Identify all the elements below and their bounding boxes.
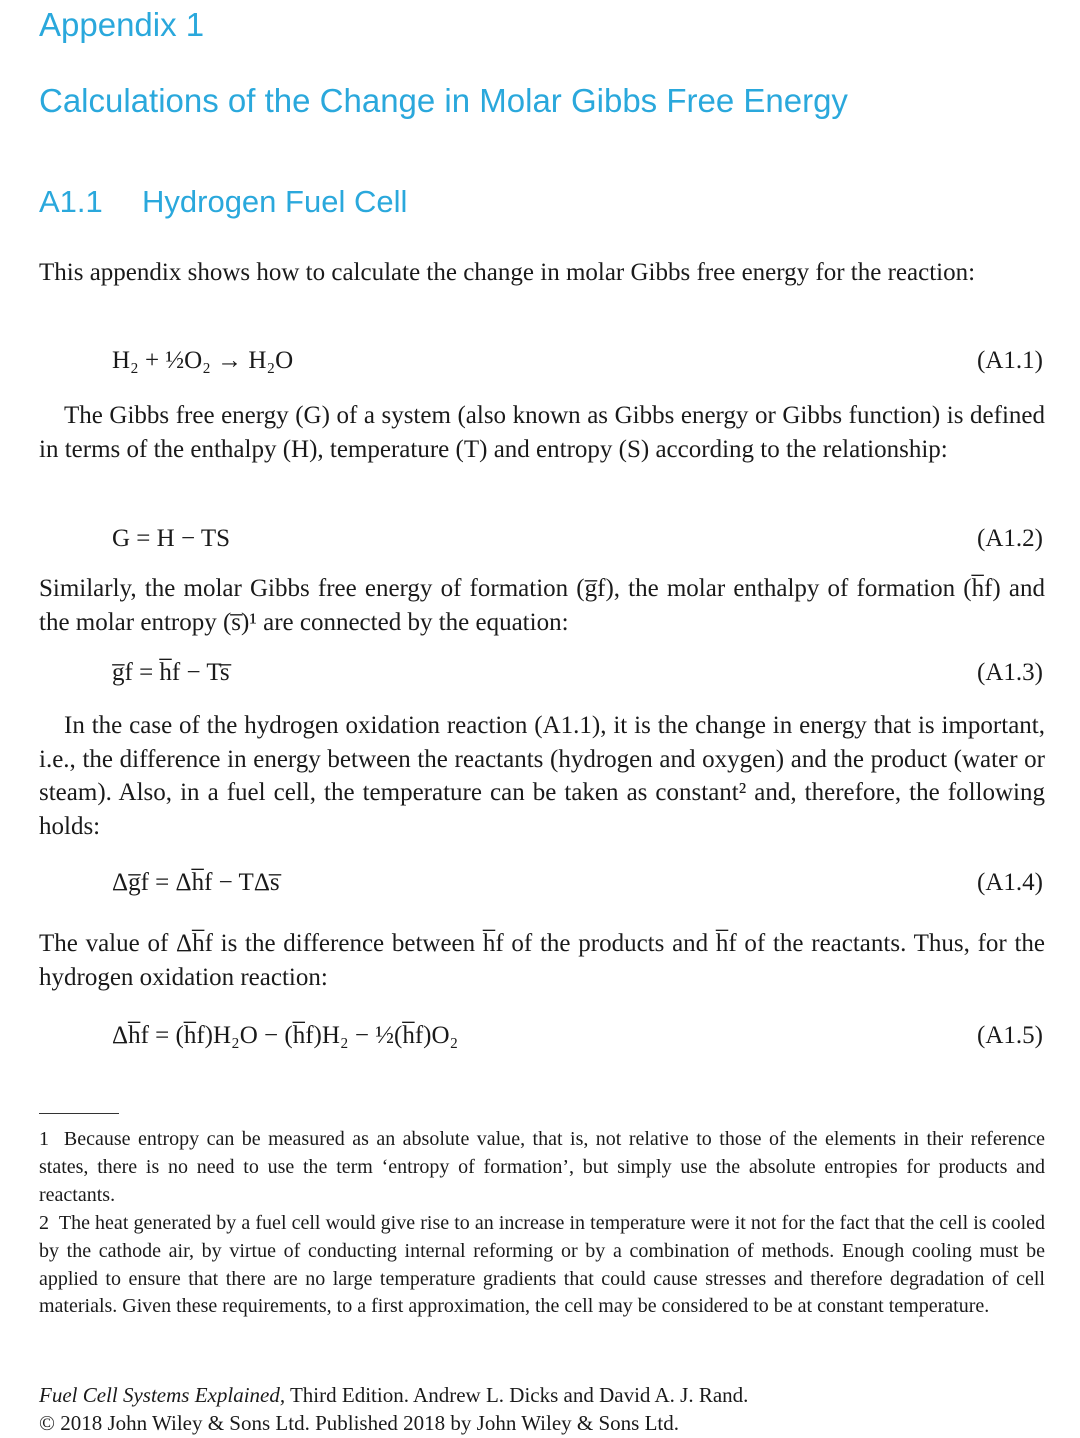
- footnote-1-text: Because entropy can be measured as an absolute value, that is, not relative to those of the elements in their reference states, there is no need to use the term ‘entropy of formation’, but simply use the absolute entropies for products and reactants.: [39, 1128, 1045, 1206]
- equation-4-number: (A1.4): [977, 869, 1043, 896]
- equation-2: [112, 525, 1043, 559]
- footnote-2-text: The heat generated by a fuel cell would give rise to an increase in temperature were it not for the fact that the cell is cooled by the cathode air, by virtue of conducting internal reforming or by a combination of methods. Enough cooling must be applied to ensure that there are no large temperature gradients that could cause stresses and therefore degradation of cell materials. Given these requirements, to a first approximation, the cell may be considered to be at constant temperature.: [39, 1212, 1046, 1318]
- footnote-divider: [39, 1113, 119, 1114]
- equation-5-expression: Δh̅f = (h̅f)H₂O − (h̅f)H₂ − ½(h̅f)O₂: [112, 1022, 459, 1049]
- equation-1-number: (A1.1): [977, 347, 1043, 374]
- equation-1-expression: H₂ + ½O₂ → H₂O: [112, 347, 294, 374]
- credit-line-2: © 2018 John Wiley & Sons Ltd. Published 2018 by John Wiley & Sons Ltd.: [39, 1411, 680, 1435]
- equation-3-number: (A1.3): [977, 659, 1043, 686]
- footnote-1: [39, 1126, 1045, 1209]
- equation-2-number: (A1.2): [977, 525, 1043, 552]
- appendix-title: Calculations of the Change in Molar Gibbs Free Energy: [39, 82, 848, 119]
- paragraph-4: In the case of the hydrogen oxidation reaction (A1.1), it is the change in energy that is important, i.e., the difference in energy between the reactants (hydrogen and oxygen) and the product (water or steam). Also, in a fuel cell, the temperature can be taken as constant² and, therefore, the following holds:: [39, 712, 1045, 840]
- section-title: Hydrogen Fuel Cell: [142, 184, 408, 219]
- equation-2-expression: G = H − TS: [112, 525, 231, 552]
- equation-5: [112, 1022, 1043, 1056]
- paragraph-2: The Gibbs free energy (G) of a system (also known as Gibbs energy or Gibbs function) is defined in terms of the enthalpy (H), temperature (T) and entropy (S) according to the relationship:: [39, 402, 1045, 463]
- equation-3-expression: g̅f = h̅f − Ts̅: [112, 659, 230, 686]
- equation-3: [112, 659, 1043, 693]
- credit-line-1-rest: Third Edition. Andrew L. Dicks and David A. J. Rand.: [285, 1383, 749, 1407]
- paragraph-1: This appendix shows how to calculate the change in molar Gibbs free energy for the reaction:: [39, 259, 976, 286]
- footnote-2: [39, 1210, 1045, 1321]
- footnote-2-marker: 2: [39, 1212, 49, 1234]
- section-number: A1.1: [39, 184, 103, 219]
- credit-line-1: [39, 1381, 748, 1409]
- equation-5-number: (A1.5): [977, 1022, 1043, 1049]
- paragraph-3: Similarly, the molar Gibbs free energy of formation (g̅f), the molar enthalpy of formation (h̅f) and the molar entropy (s̅)¹ are connected by the equation:: [39, 575, 1045, 636]
- footnote-1-marker: 1: [39, 1128, 49, 1150]
- equation-4: [112, 869, 1043, 903]
- equation-4-expression: Δg̅f = Δh̅f − TΔs̅: [112, 869, 280, 896]
- paragraph-5: The value of Δh̅f is the difference between h̅f of the products and h̅f of the reactants. Thus, for the hydrogen oxidation reaction:: [39, 930, 1045, 991]
- section-heading: [39, 184, 407, 220]
- equation-1: [112, 347, 1043, 381]
- book-title: Fuel Cell Systems Explained,: [39, 1383, 286, 1407]
- appendix-label: Appendix 1: [39, 6, 205, 43]
